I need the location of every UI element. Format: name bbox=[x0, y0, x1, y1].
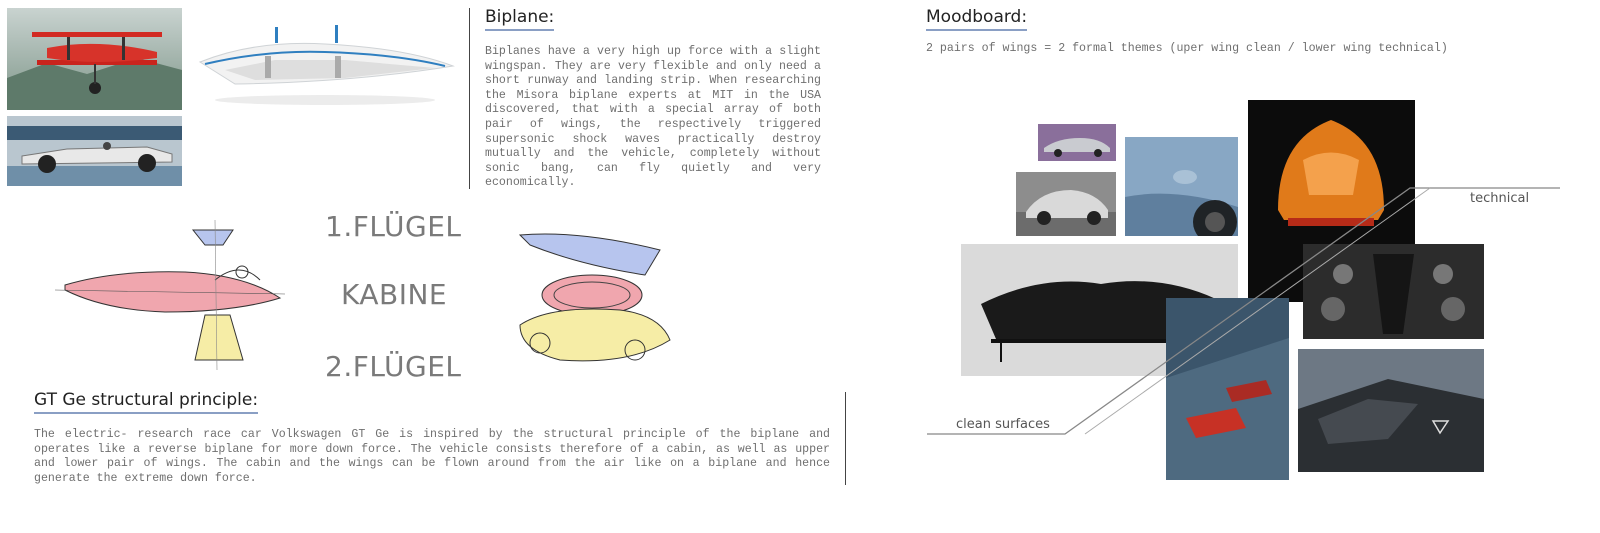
technical-label: technical bbox=[1470, 191, 1530, 206]
biplane-text: Biplanes have a very high up force with a slight wingspan. They are very flexible and only need a short runway and landing strip. When researching the Misora biplane experts at MIT in the USA discovered, that with a special array of both pair of wings, the respectively triggered supersonic shock waves practically destroy mutually and the vehicle, completely without sonic bang, can fly quietly and very economically. bbox=[485, 45, 821, 190]
principle-heading: GT Ge structural principle: bbox=[34, 390, 258, 414]
exploded-sketch-side bbox=[55, 220, 295, 370]
biplane-divider bbox=[469, 8, 470, 189]
principle-divider bbox=[845, 392, 846, 485]
first-wing-label: 1.FLÜGEL bbox=[325, 210, 462, 243]
biplane-photo bbox=[7, 8, 182, 110]
second-wing-label: 2.FLÜGEL bbox=[325, 350, 462, 383]
wing-concept-render bbox=[195, 22, 455, 112]
exploded-sketch-perspective bbox=[510, 225, 690, 375]
clean-surfaces-label: clean surfaces bbox=[956, 417, 1050, 432]
race-car-photo bbox=[7, 116, 182, 186]
biplane-heading: Biplane: bbox=[485, 7, 554, 31]
moodboard-subtitle: 2 pairs of wings = 2 formal themes (uper wing clean / lower wing technical) bbox=[926, 42, 1448, 55]
moodboard-heading: Moodboard: bbox=[926, 7, 1027, 31]
moodboard-diagonal-lines bbox=[920, 180, 1570, 440]
purple-car-photo bbox=[1038, 124, 1116, 161]
cabin-label: KABINE bbox=[341, 278, 448, 311]
principle-text: The electric- research race car Volkswagen GT Ge is inspired by the structural principle of the biplane and operates like a reverse biplane for more down force. The vehicle consists therefore of a cabin, as well as upper and lower pair of wings. The cabin and the wings can be flown around from the air like on a biplane and hence generate the extreme down force. bbox=[34, 428, 830, 485]
